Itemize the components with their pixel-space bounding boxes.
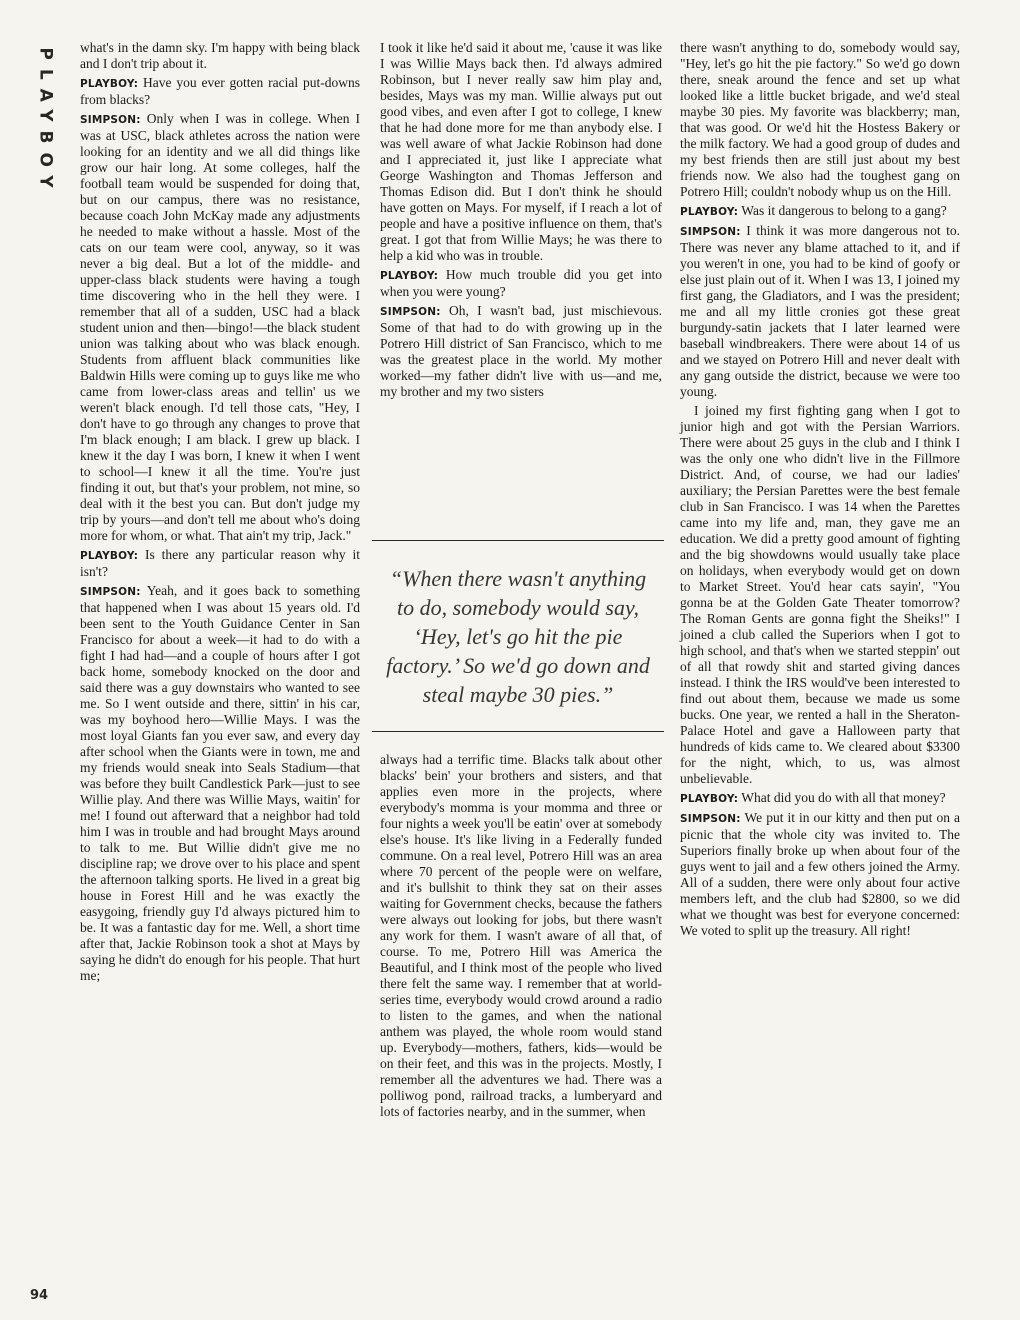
paragraph-text: Oh, I wasn't bad, just mischievous. Some of that had to do with growing up in the Potrero Hill district of San Francisco, which to me was the greatest place in the world. My mother worked—my father didn't live with us—and me, my brother and my two sisters [380, 303, 662, 399]
paragraph-text: I think it was more dangerous not to. There was never any blame attached to it, and if you weren't in one, you had to be kind of goofy or else just plain out of it. When I was 13, I joined my first gang, the Gladiators, and I was the president; me and all my little cronies got these great burgundy-satin jackets that I later learned were baseball windbreakers. There were about 14 of us and we stayed on Potrero Hill and never dealt with any gang outside the district, because we were too young. [680, 223, 961, 399]
speaker-label: PLAYBOY: [380, 270, 439, 282]
paragraph-text: Only when I was in college. When I was at USC, black athletes across the nation were looking for an identity and we all did things like grow our hair long. At some colleges, half the football team would be suspended for doing that, but on our campus, there was no resistance, because coach John McKay made any adjustments he needed to make without a hassle. Most of the cats on our team were cool, anyway, so it was never a big deal. But a lot of the middle- and upper-class black students were having a tough time discovering who in the hell they were. I remember that all of a sudden, USC had a black student union and then—bingo!—the black student union was talking about who was black enough. Students from affluent black communities like Baldwin Hills were coming up to guys like me who came from lower-class areas and tellin' us we weren't black enough. I'd tell those cats, "Hey, I don't have to go through any changes to prove that I'm black enough; I am black. I grew up black. I knew it the day I was born, I knew it when I went to school—I knew it all the time. You're just finding it out, but that's your problem, not mine, so deal with it the best you can. But don't judge my trip by yours—and don't tell me about who's doing more for whom, or what. That ain't my trip, Jack." [80, 111, 360, 543]
speaker-label: PLAYBOY: [80, 550, 139, 562]
column-1 [80, 40, 360, 987]
column-2 [380, 40, 662, 403]
answer-paragraph [80, 583, 360, 984]
speaker-label: SIMPSON: [80, 114, 141, 126]
column-3 [680, 40, 960, 942]
paragraph-text: We put it in our kitty and then put on a picnic that the whole city was invited to. The Superiors finally broke up when about four of the guys went to jail and a few others joined the Army. All of a sudden, there were only about four active members left, and the club had $2800, so we did what we thought was best for everyone concerned: We voted to split up the treasury. All right! [680, 810, 960, 938]
question-paragraph [380, 267, 662, 300]
question-paragraph [80, 547, 360, 580]
question-paragraph [680, 203, 960, 220]
paragraph-text: What did you do with all that money? [741, 790, 946, 805]
answer-paragraph [680, 810, 960, 939]
question-paragraph [80, 75, 360, 108]
paragraph-text: How much trouble did you get into when you were young? [380, 267, 662, 299]
magazine-masthead [34, 42, 58, 202]
body-paragraph [380, 40, 662, 264]
paragraph-text: Have you ever gotten racial put-downs from blacks? [80, 75, 360, 107]
column-2-continued [380, 752, 662, 1123]
paragraph-text: I took it like he'd said it about me, 'cause it was like I was Willie Mays back then. I'd always admired Robinson, but I never really saw him play and, besides, Mays was my man. Willie always put out good vibes, and even after I got to college, I knew that he had done more for me than anybody else. I was well aware of what Jackie Robinson had done and I appreciated it, just like I appreciate what George Washington and Thomas Jefferson and Thomas Edison did. But I don't think he should have gotten on Mays. For myself, if I reach a lot of people and have a positive influence on them, that's great. I got that from Willie Mays; he was there to help a kid who was in trouble. [380, 40, 662, 263]
paragraph-text: I joined my first fighting gang when I got to junior high and got with the Persian Warriors. There were about 25 guys in the club and I think I was the only one who didn't live in the Fillmore District. And, of course, we had our ladies' auxiliary; the Persian Parettes were the best female club in San Francisco. I was 14 when the Parettes came into my life and, man, they gave me an education. We did a pretty good amount of fighting and the big showdowns would usually take place on holidays, when everybody would get on down to Market Street. You'd hear cats sayin', "You gonna be at the Golden Gate Theater tomorrow? The Roman Gents are gonna fight the Sheiks!" I joined a club called the Superiors when I got to high school, and that's when we started steppin' out of all that rowdy shit and started giving dances instead. I think the IRS would've been interested to find out about them, because we made us some bucks. One year, we rented a hall in the Sheraton-Palace Hotel and gave a Halloween party that hundreds of kids came to. We cleared about $3300 for the night, which, to us, was almost unbelievable. [680, 403, 960, 786]
pull-quote-text: “When there wasn't anything to do, somebody would say, ‘Hey, let's go hit the pie factory.’ So we'd go down and steal maybe 30 pies.” [386, 565, 650, 707]
answer-paragraph [80, 111, 360, 544]
paragraph-text: Yeah, and it goes back to something that happened when I was about 15 years old. I'd been sent to the Youth Guidance Center in San Francisco for about a week—it had to do with a fight I had had—and a couple of hours after I got back home, somebody knocked on the door and said there was a guy downstairs who wanted to see me. So I went outside and there, sittin' in his car, was my boyhood hero—Willie Mays. I was the most loyal Giants fan you ever saw, and every day after school when the Giants were in town, me and my friends would sneak into Seals Stadium—that was before they built Candlestick Park—just to see Willie play. And there was Willie Mays, waitin' for me! I found out afterward that a neighbor had told him I was in trouble and had brought Mays around to talk to me. But Willie didn't give me no discipline rap; we drove over to his place and spent the afternoon talking sports. He lived in a great big house in Forest Hill and he was exactly the easygoing, friendly guy I'd always pictured him to be. It was a fantastic day for me. Well, a short time after that, Jackie Robinson took a shot at Mays by saying he didn't do enough for his people. That hurt me; [80, 583, 361, 983]
body-paragraph [80, 40, 360, 72]
pull-quote [372, 540, 664, 732]
speaker-label: PLAYBOY: [80, 78, 139, 90]
paragraph-text: Was it dangerous to belong to a gang? [741, 203, 947, 218]
body-paragraph [680, 40, 960, 200]
masthead-text: PLAYBOY [36, 47, 56, 197]
paragraph-text: there wasn't anything to do, somebody would say, "Hey, let's go hit the pie factory." So we'd go down there, sneak around the fence and set up what looked like a little bucket brigade, and we'd steal maybe 30 pies. My favorite was blackberry; man, that was good. Or we'd hit the Hostess Bakery or the milk factory. We had a good group of dudes and my best friends then are still just about my best friends now. We also had the toughest gang on Potrero Hill; couldn't nobody whup us on the Hill. [680, 40, 960, 199]
speaker-label: SIMPSON: [680, 226, 741, 238]
body-paragraph [380, 752, 662, 1120]
body-paragraph [680, 403, 960, 787]
speaker-label: PLAYBOY: [680, 793, 739, 805]
speaker-label: SIMPSON: [380, 306, 441, 318]
answer-paragraph [680, 223, 960, 400]
page-number: 94 [30, 1288, 49, 1303]
answer-paragraph [380, 303, 662, 400]
question-paragraph [680, 790, 960, 807]
speaker-label: PLAYBOY: [680, 206, 739, 218]
paragraph-text: always had a terrific time. Blacks talk about other blacks' bein' your brothers and sisters, and that applies even more in the projects, where everybody's momma is your momma and three or four nights a week you'll be eatin' over at somebody else's house. It's like living in a Federally funded commune. On a real level, Potrero Hill was an area where 70 percent of the people were on welfare, and it's bullshit to think they sat on their asses waiting for Government checks, because the fathers were always out looking for jobs, but there wasn't any work for them. I wasn't aware of all that, of course. To me, Potrero Hill was America the Beautiful, and I think most of the people who lived there felt the same way. I remember that at world-series time, everybody would crowd around a radio to listen to the games, and when the national anthem was played, the whole room would stand up. Everybody—mothers, fathers, kids—would be on their feet, and this was in the projects. Mostly, I remember all the adventures we had. There was a polliwog pond, railroad tracks, a lumberyard and lots of factories nearby, and in the summer, when [380, 752, 662, 1119]
speaker-label: SIMPSON: [80, 586, 141, 598]
paragraph-text: what's in the damn sky. I'm happy with being black and I don't trip about it. [80, 40, 360, 71]
paragraph-text: Is there any particular reason why it isn't? [80, 547, 360, 579]
speaker-label: SIMPSON: [680, 813, 741, 825]
